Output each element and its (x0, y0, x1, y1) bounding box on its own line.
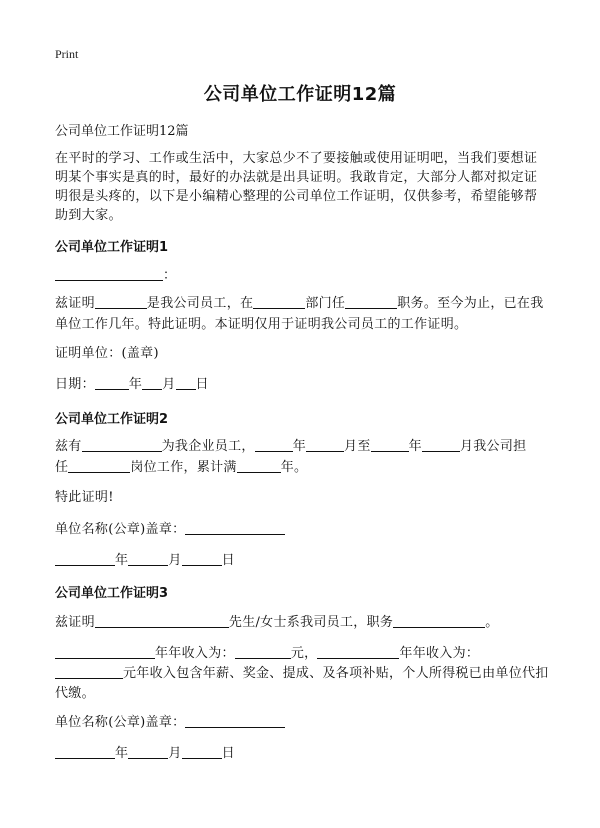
position-blank (393, 613, 485, 628)
income-year-1-blank (55, 644, 155, 659)
job-blank (68, 458, 130, 473)
body-text: 兹证明 (55, 296, 95, 311)
section-1-date (55, 374, 550, 395)
name-blank (95, 294, 147, 309)
addressee-blank (55, 266, 163, 281)
body-text: 。 (485, 615, 499, 630)
section-3-heading: 公司单位工作证明3 (55, 586, 169, 601)
position-blank (345, 294, 397, 309)
body-text: 年年收入为： (155, 646, 235, 661)
intro-paragraph: 在平时的学习、工作或生活中，大家总少不了要接触或使用证明吧，当我们要想证明某个事实是真的时，最好的办法就是出具证明。我敢肯定，大部分人都对拟定证明很是头疼的，以下是小编精心整理的公司单位工作证明，仅供参考，希望能够帮助到大家。 (55, 151, 538, 223)
section-2-body (55, 436, 550, 457)
section-1-body (55, 293, 550, 335)
body-text: 年 (292, 439, 307, 454)
day-blank (182, 551, 222, 566)
year-label: 年 (115, 553, 129, 568)
body-text: 元， (290, 646, 318, 661)
total-years-blank (237, 458, 281, 473)
month-blank (142, 375, 162, 390)
section-2-special: 特此证明! (55, 490, 114, 505)
section-2-body-line-2 (55, 457, 550, 478)
section-3-unit (55, 712, 550, 733)
year-blank (55, 744, 115, 759)
section-2-unit (55, 519, 550, 540)
body-text: 兹证明 (55, 615, 95, 630)
employee-blank (82, 437, 162, 452)
body-text: 元年收入包含年薪、奖金、提成、及各项补贴，个人所得税已由单位代扣代缴。 (55, 666, 549, 701)
unit-blank (185, 520, 285, 535)
year-blank (55, 551, 115, 566)
income-amount-2-blank (55, 664, 123, 679)
day-label: 日 (195, 377, 209, 392)
month-label: 月 (168, 746, 182, 761)
body-text: 为我企业员工， (161, 439, 255, 454)
month-blank (128, 551, 168, 566)
section-2-heading: 公司单位工作证明2 (55, 412, 169, 427)
income-amount-blank (235, 644, 291, 659)
document-subtitle: 公司单位工作证明12篇 (55, 124, 189, 139)
day-blank (182, 744, 222, 759)
section-1-issuer: 证明单位：(盖章) (55, 346, 159, 361)
day-blank (176, 375, 196, 390)
body-text: 兹有 (55, 439, 82, 454)
department-blank (253, 294, 305, 309)
section-2-date (55, 550, 550, 571)
body-text: 年 (408, 439, 422, 454)
unit-label: 单位名称(公章)盖章： (55, 715, 186, 730)
body-text: 岗位工作，累计满 (130, 460, 237, 475)
page-title: 公司单位工作证明12篇 (203, 84, 397, 105)
section-1-heading: 公司单位工作证明1 (55, 240, 169, 255)
start-month-blank (306, 437, 344, 452)
body-text: 月我公司担 (459, 439, 527, 454)
date-label: 日期： (55, 377, 95, 392)
section-3-line-1 (55, 612, 550, 633)
month-blank (128, 744, 168, 759)
income-year-2-blank (317, 644, 399, 659)
end-year-blank (371, 437, 409, 452)
body-text: 年。 (280, 460, 308, 475)
month-label: 月 (168, 553, 182, 568)
day-label: 日 (221, 553, 235, 568)
body-text: 职务。至今为止，已在我单位工作几年。特此证明。本证明仅用于证明我公司员工的工作证明。 (55, 296, 544, 332)
day-label: 日 (221, 746, 235, 761)
body-text: 部门任 (305, 296, 346, 311)
body-text: 先生/女士系我司员工，职务 (228, 615, 394, 630)
section-3-income (55, 643, 550, 664)
unit-blank (185, 713, 285, 728)
body-text: 年年收入为： (399, 646, 480, 661)
month-label: 月 (162, 377, 176, 392)
section-3-date (55, 743, 550, 764)
year-blank (95, 375, 129, 390)
unit-label: 单位名称(公章)盖章： (55, 522, 186, 537)
section-1-addressee (55, 265, 550, 286)
end-month-blank (422, 437, 460, 452)
year-label: 年 (115, 746, 129, 761)
section-3-income-line-2 (55, 664, 550, 704)
body-text: 是我公司员工，在 (146, 296, 254, 311)
addressee-colon: ： (163, 268, 177, 283)
body-text: 月至 (344, 439, 371, 454)
start-year-blank (255, 437, 293, 452)
body-text: 任 (55, 460, 69, 475)
year-label: 年 (128, 377, 143, 392)
name-blank (95, 613, 229, 628)
print-link[interactable]: Print (55, 47, 79, 61)
